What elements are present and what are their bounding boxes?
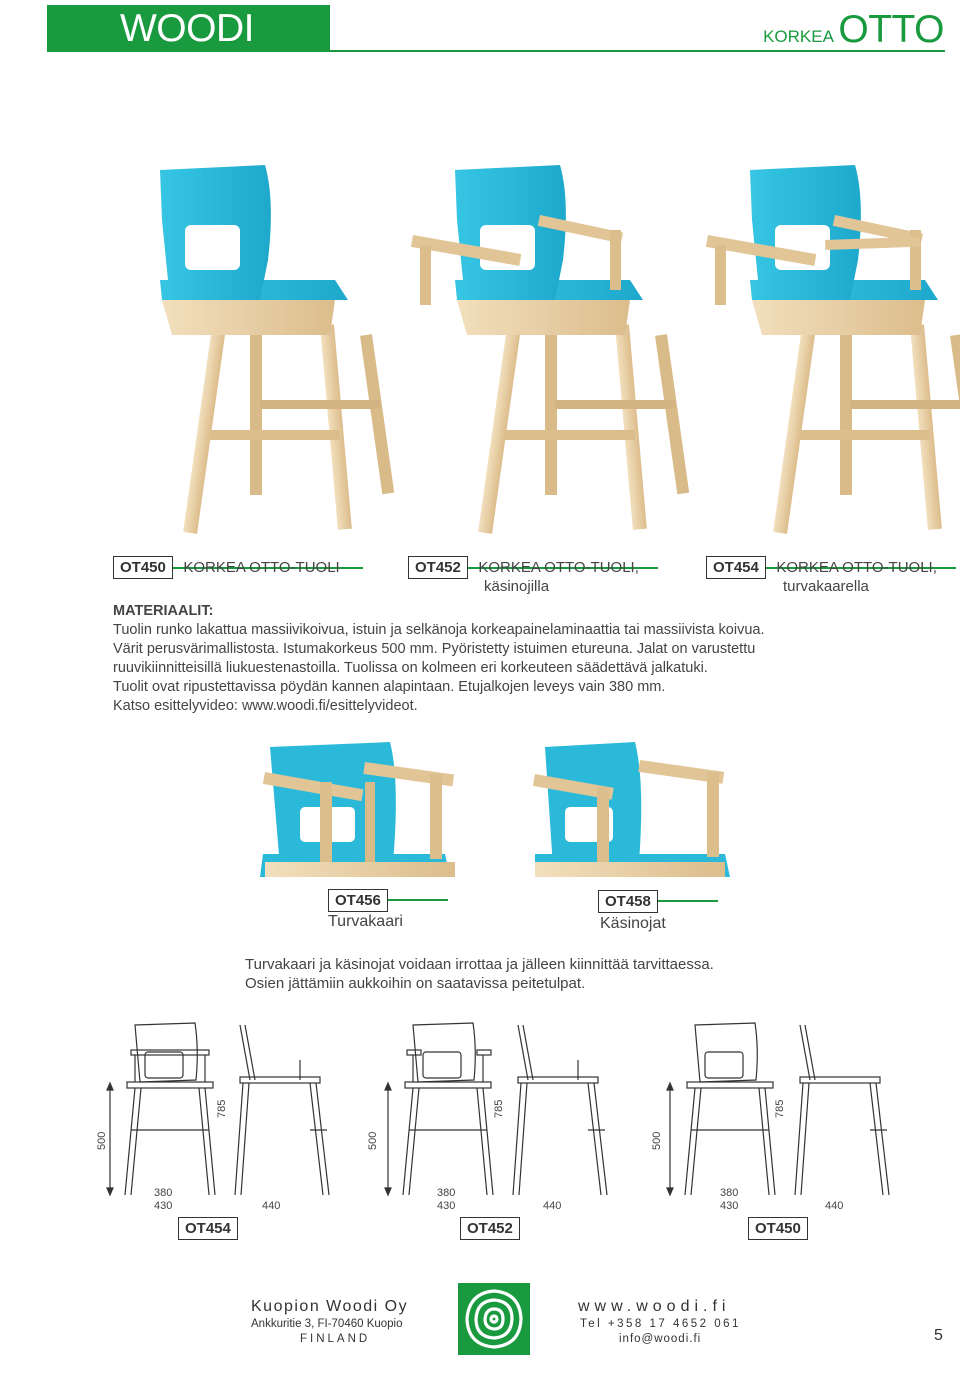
series-title	[763, 8, 944, 52]
materials-line: Katso esittelyvideo: www.woodi.fi/esittelyvideot.	[113, 698, 418, 714]
product-ot450	[113, 556, 340, 579]
accessory-code-box: OT456	[328, 889, 388, 912]
materials-section	[113, 602, 913, 716]
dim-total-height: 785	[493, 1099, 505, 1118]
detachable-line: Turvakaari ja käsinojat voidaan irrottaa ja jälleen kiinnittää tarvittaessa.	[245, 956, 714, 973]
accessory-ot456	[328, 889, 388, 912]
chair-photos	[100, 160, 960, 550]
drawing-code-ot454	[178, 1217, 238, 1240]
chair-photo-ot450	[160, 165, 394, 534]
dim-front-width: 380	[720, 1187, 739, 1199]
website: www.woodi.fi	[578, 1298, 731, 1315]
telephone: Tel +358 17 4652 061	[580, 1318, 741, 1330]
dim-width: 430	[437, 1200, 456, 1212]
accessory-ot458	[598, 890, 658, 913]
accessory-photo-ot458	[533, 742, 730, 877]
product-ot452	[408, 556, 639, 579]
dim-front-width: 380	[154, 1187, 173, 1199]
chair-photo-ot454	[706, 165, 960, 534]
dim-depth: 440	[825, 1200, 844, 1212]
company-country: FINLAND	[300, 1333, 371, 1345]
dim-width: 430	[720, 1200, 739, 1212]
product-ot454	[706, 556, 937, 579]
dim-width: 430	[154, 1200, 173, 1212]
chair-photo-ot452	[411, 165, 689, 534]
dim-depth: 440	[262, 1200, 281, 1212]
dim-front-width: 380	[437, 1187, 456, 1199]
drawing-code-ot452	[460, 1217, 520, 1240]
dim-seat-height: 500	[367, 1131, 379, 1150]
series-prefix: KORKEA	[763, 27, 834, 46]
company-address: Ankkuritie 3, FI-70460 Kuopio	[251, 1318, 403, 1330]
dim-total-height: 785	[216, 1099, 228, 1118]
drawing-code-box: OT450	[748, 1217, 808, 1240]
dim-total-height: 785	[774, 1099, 786, 1118]
series-name: OTTO	[838, 8, 944, 51]
dim-depth: 440	[543, 1200, 562, 1212]
technical-drawing-ot454	[95, 1020, 335, 1200]
detachable-line: Osien jättämiin aukkoihin on saatavissa peitetulpat.	[245, 975, 586, 992]
product-code-box: OT450	[113, 556, 173, 579]
product-sub: käsinojilla	[484, 578, 550, 595]
accessory-name: Käsinojat	[600, 915, 666, 932]
page-number: 5	[934, 1327, 943, 1344]
product-name: KORKEA OTTO-TUOLI,	[776, 559, 937, 576]
drawing-code-box: OT454	[178, 1217, 238, 1240]
woodi-logo-icon	[458, 1283, 530, 1355]
product-name: KORKEA OTTO-TUOLI	[183, 559, 340, 576]
drawing-code-ot450	[748, 1217, 808, 1240]
dim-seat-height: 500	[651, 1131, 663, 1150]
materials-line: Tuolin runko lakattua massiivikoivua, istuin ja selkänoja korkeapainelaminaattia tai massiivista koivua.	[113, 622, 765, 638]
product-code-box: OT454	[706, 556, 766, 579]
email: info@woodi.fi	[619, 1333, 702, 1345]
materials-heading: MATERIAALIT:	[113, 603, 214, 619]
materials-line: Tuolit ovat ripustettavissa pöydän kannen alapintaan. Etujalkojen leveys vain 380 mm.	[113, 679, 666, 695]
company-name: Kuopion Woodi Oy	[251, 1298, 409, 1315]
product-name: KORKEA OTTO-TUOLI,	[478, 559, 639, 576]
materials-line: Värit perusvärimallistosta. Istumakorkeus 500 mm. Pyöristetty istuimen etureuna. Jalat on varustettu	[113, 641, 756, 657]
drawing-code-box: OT452	[460, 1217, 520, 1240]
accessory-name: Turvakaari	[328, 913, 403, 930]
product-sub: turvakaarella	[783, 578, 869, 595]
dim-seat-height: 500	[96, 1131, 108, 1150]
detachable-note	[245, 955, 714, 993]
accessory-photo-ot456	[260, 742, 455, 877]
accessory-code-box: OT458	[598, 890, 658, 913]
brand-name: WOODI	[120, 7, 254, 50]
materials-line: ruuvikiinnitteisillä liukuestenastoilla. Tuolissa on kolmeen eri korkeuteen säädettävä jalkatuki.	[113, 660, 708, 676]
accessory-photos	[255, 742, 735, 877]
product-code-box: OT452	[408, 556, 468, 579]
